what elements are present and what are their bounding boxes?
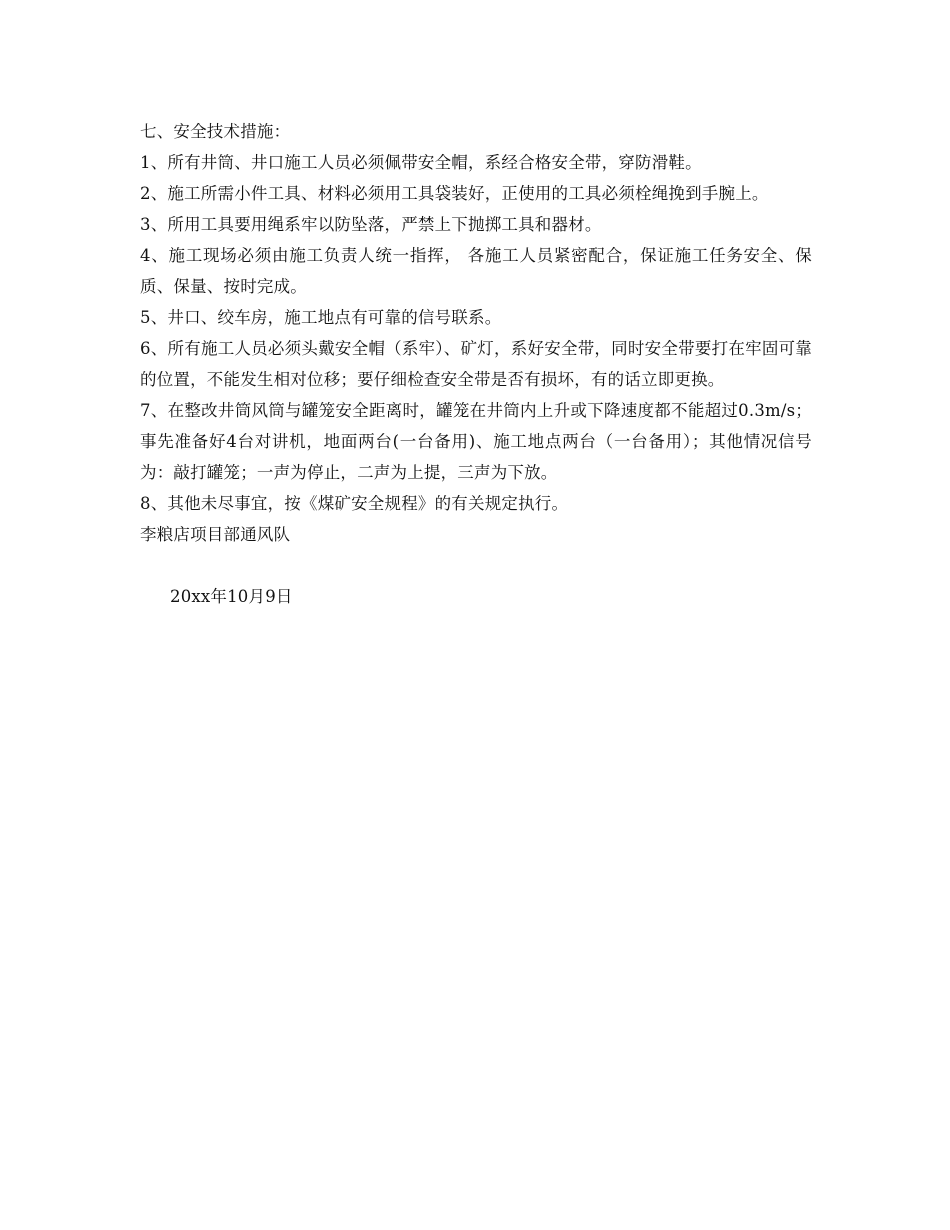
signature: 李粮店项目部通风队 [140, 525, 291, 544]
measure-item-3: 3、所用工具要用绳系牢以防坠落，严禁上下抛掷工具和器材。 [140, 215, 602, 234]
measure-item-8: 8、其他未尽事宜，按《煤矿安全规程》的有关规定执行。 [140, 494, 569, 513]
document-date: 20xx年10月9日 [170, 587, 293, 606]
measure-item-7: 7、在整改井筒风筒与罐笼安全距离时，罐笼在井筒内上升或下降速度都不能超过0.3m/s；事先准备好4台对讲机，地面两台(一台备用)、施工地点两台（一台备用）；其他情况信号为：敲打罐笼；一声为停止，二声为上提，三声为下放。 [140, 401, 812, 482]
measure-item-4: 4、施工现场必须由施工负责人统一指挥， 各施工人员紧密配合，保证施工任务安全、保质、保量、按时完成。 [140, 246, 812, 296]
measure-item-6: 6、所有施工人员必须头戴安全帽（系牢）、矿灯，系好安全带，同时安全带要打在牢固可靠的位置，不能发生相对位移；要仔细检查安全带是否有损坏，有的话立即更换。 [140, 339, 812, 389]
section-heading: 七、安全技术措施： [140, 122, 291, 141]
measure-item-1: 1、所有井筒、井口施工人员必须佩带安全帽，系经合格安全带，穿防滑鞋。 [140, 153, 702, 172]
measure-item-2: 2、施工所需小件工具、材料必须用工具袋装好，正使用的工具必须栓绳挽到手腕上。 [140, 184, 769, 203]
document-body [140, 116, 812, 612]
measure-item-5: 5、井口、绞车房，施工地点有可靠的信号联系。 [140, 308, 502, 327]
